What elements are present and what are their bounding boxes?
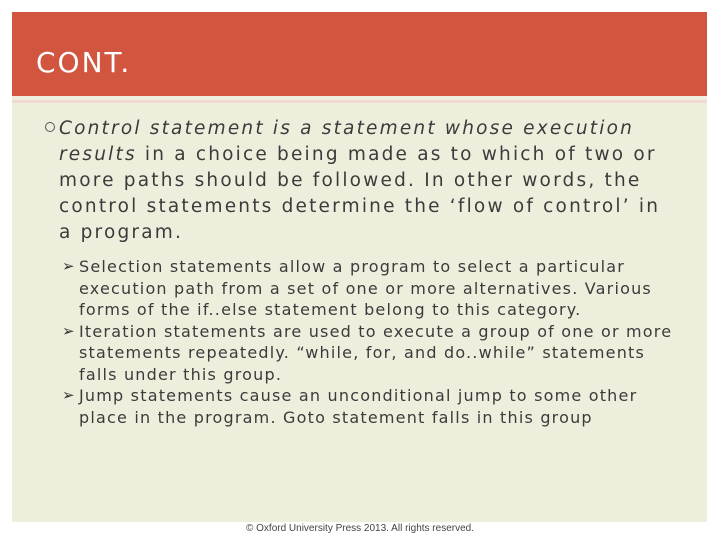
main-point-italic-lead: Control statement is a statement whose execution results: [59, 118, 635, 165]
sub-bullet-iteration: [62, 321, 674, 386]
title-divider: [12, 100, 707, 103]
main-bullet-point: [44, 116, 674, 246]
sub-bullet-selection: [62, 256, 674, 321]
title-bar: [12, 12, 707, 96]
slide-content: [44, 116, 674, 428]
sub-point-text: Jump statements cause an unconditional jump to some other place in the program. Goto statement falls in this group: [79, 386, 638, 427]
sub-bullet-list: [44, 256, 674, 428]
main-point-text: in a choice being made as to which of two or more paths should be followed. In other words, the control statements determine the ‘flow of control’ in a program.: [59, 144, 661, 243]
sub-bullet-jump: [62, 385, 674, 428]
sub-point-text: Selection statements allow a program to select a particular execution path from a set of one or more alternatives. Various forms of the if..else statement belong to this category.: [79, 257, 652, 319]
arrow-bullet-icon: ➢: [62, 257, 76, 275]
sub-point-text: Iteration statements are used to execute a group of one or more statements repeatedly. “while, for, and do..while” statements falls under this group.: [79, 321, 673, 384]
arrow-bullet-icon: ➢: [62, 321, 76, 340]
arrow-bullet-icon: ➢: [62, 386, 76, 404]
ring-bullet-icon: [45, 122, 55, 132]
slide-title: CONT.: [36, 46, 132, 79]
copyright-footer: © Oxford University Press 2013. All rights reserved.: [245, 523, 474, 534]
